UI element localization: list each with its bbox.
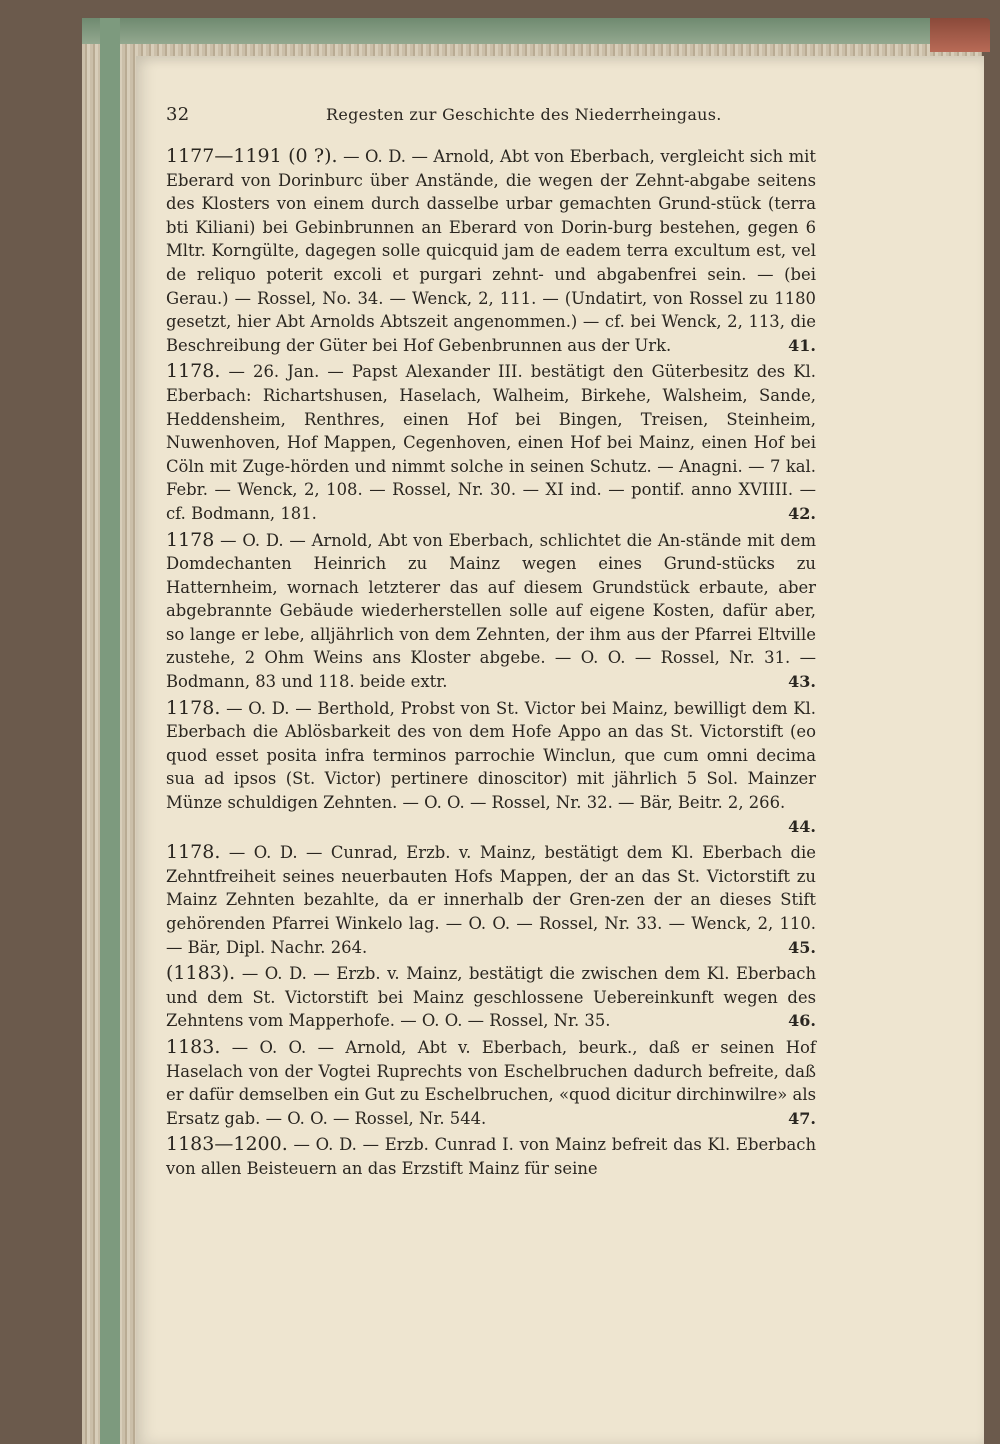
entry-text: — O. D. — Cunrad, Erzb. v. Mainz, bestätigt dem Kl. Eberbach die Zehntfreiheit seines neuerbauten Hofs Mappen, der an das St. Victorstift zu Mainz Zehnten bezahlte, da er innerhalb der Gren-zen der an dieses Stift gehörenden Pfarrei Winkelo lag. — O. O. — Rossel, Nr. 33. — Wenck, 2, 110. — Bär, Dipl. Nachr. 264. bbox=[166, 843, 816, 957]
entry-date: 1183—1200. bbox=[166, 1133, 288, 1156]
entry-number: 44. bbox=[788, 816, 816, 836]
entry-text: — O. D. — Erzb. Cunrad I. von Mainz befreit das Kl. Eberbach von allen Beisteuern an das Erzstift Mainz für seine bbox=[166, 1135, 816, 1178]
book-cover-top bbox=[82, 18, 982, 44]
entry-number: 43. bbox=[788, 672, 816, 692]
entry-number: 41. bbox=[788, 335, 816, 355]
regest-entry bbox=[166, 145, 816, 357]
regest-entry bbox=[166, 697, 816, 839]
regest-entry bbox=[166, 360, 816, 525]
entry-date: 1183. bbox=[166, 1035, 221, 1058]
entry-text: — O. D. — Berthold, Probst von St. Victor bei Mainz, bewilligt dem Kl. Eberbach die Ablösbarkeit des von dem Hofe Appo an das St. Victorstift (eo quod esset posita infra terminos parrochie Winclun, que cum omni decima sua ad ipsos (St. Victor) pertinere dinoscitor) mit jährlich 5 Sol. Mainzer Münze schuldigen Zehnten. — O. O. — Rossel, Nr. 32. — Bär, Beitr. 2, 266. bbox=[166, 698, 817, 813]
regest-entry bbox=[166, 841, 816, 959]
entry-date: 1178. bbox=[166, 696, 221, 719]
entry-date: 1178. bbox=[166, 360, 221, 383]
running-title: Regesten zur Geschichte des Niederrheingaus. bbox=[326, 105, 722, 124]
book-cover-spine bbox=[100, 18, 120, 1444]
entry-date: 1177—1191 (0 ?). bbox=[166, 145, 338, 167]
regest-entry bbox=[166, 529, 816, 694]
entry-number: 47. bbox=[788, 1108, 816, 1128]
regest-entry bbox=[166, 1133, 816, 1180]
entry-date: 1178. bbox=[166, 841, 221, 864]
entry-text: — O. D. — Erzb. v. Mainz, bestätigt die zwischen dem Kl. Eberbach und dem St. Victorstift bei Mainz geschlossene Uebereinkunft wegen des Zehntens vom Mapperhofe. — O. O. — Rossel, Nr. 35. bbox=[166, 964, 816, 1031]
entry-text: — O. D. — Arnold, Abt von Eberbach, schlichtet die An-stände mit dem Domdechanten Heinrich zu Mainz wegen eines Grund-stücks zu Hatternheim, wornach letzterer das auf diesem Grundstück erbaute, aber abgebrannte Gebäude wiederherstellen solle auf eigene Kosten, dafür aber, so lange er lebe, alljährlich von dem Zehnten, der ihm aus der Pfarrei Eltville zustehe, 2 Ohm Weins ans Kloster abgebe. — O. O. — Rossel, Nr. 31. — Bodmann, 83 und 118. beide extr. bbox=[166, 530, 816, 692]
regest-entry bbox=[166, 962, 816, 1033]
entry-number: 45. bbox=[788, 937, 816, 957]
entry-date: 1178 bbox=[166, 528, 215, 551]
entry-text: — O. D. — Arnold, Abt von Eberbach, vergleicht sich mit Eberard von Dorinburc über Anstände, die wegen der Zehnt-abgabe seitens des Klosters von einem durch dasselbe urbar gemachten Grund-stück (terra bti Kiliani) bei Gebinbrunnen an Eberard von Dorin-burg bestehen, gegen 6 Mltr. Korngülte, dagegen solle quicquid jam de eadem terra excultum est, vel de reliquo poterit excoli et purgari zehnt- und abgabenfrei sein. — (bei Gerau.) — Rossel, No. 34. — Wenck, 2, 111. — (Undatirt, von Rossel zu 1180 gesetzt, hier Abt Arnolds Abtszeit angenommen.) — cf. bei Wenck, 2, 113, die Beschreibung der Güter bei Hof Gebenbrunnen aus der Urk. bbox=[166, 147, 816, 355]
entry-text: — 26. Jan. — Papst Alexander III. bestätigt den Güterbesitz des Kl. Eberbach: Richartshusen, Haselach, Walheim, Birkehe, Walsheim, Sande, Heddensheim, Renthres, einen Hof bei Bingen, Treisen, Steinheim, Nuwenhoven, Hof Mappen, Cegenhoven, einen Hof bei Mainz, einen Hof bei Cöln mit Zuge-hörden und nimmt solche in seinen Schutz. — Anagni. — 7 kal. Febr. — Wenck, 2, 108. — Rossel, Nr. 30. — XI ind. — pontif. anno XVIIII. — cf. Bodmann, 181. bbox=[166, 362, 816, 523]
running-head bbox=[166, 104, 816, 125]
entry-number: 42. bbox=[788, 503, 816, 523]
entry-number: 46. bbox=[788, 1011, 816, 1031]
bookmark-ribbon bbox=[930, 18, 990, 52]
page-number: 32 bbox=[166, 104, 190, 125]
regest-entry bbox=[166, 1036, 816, 1130]
entry-text: — O. O. — Arnold, Abt v. Eberbach, beurk., daß er seinen Hof Haselach von der Vogtei Ruprechts von Eschelbruchen dadurch befreite, daß er dafür demselben ein Gut zu Eschelbruchen, «quod dicitur dirchinwilre» als Ersatz gab. — O. O. — Rossel, Nr. 544. bbox=[166, 1037, 816, 1128]
entry-date: (1183). bbox=[166, 962, 236, 985]
page-content bbox=[166, 104, 816, 1184]
